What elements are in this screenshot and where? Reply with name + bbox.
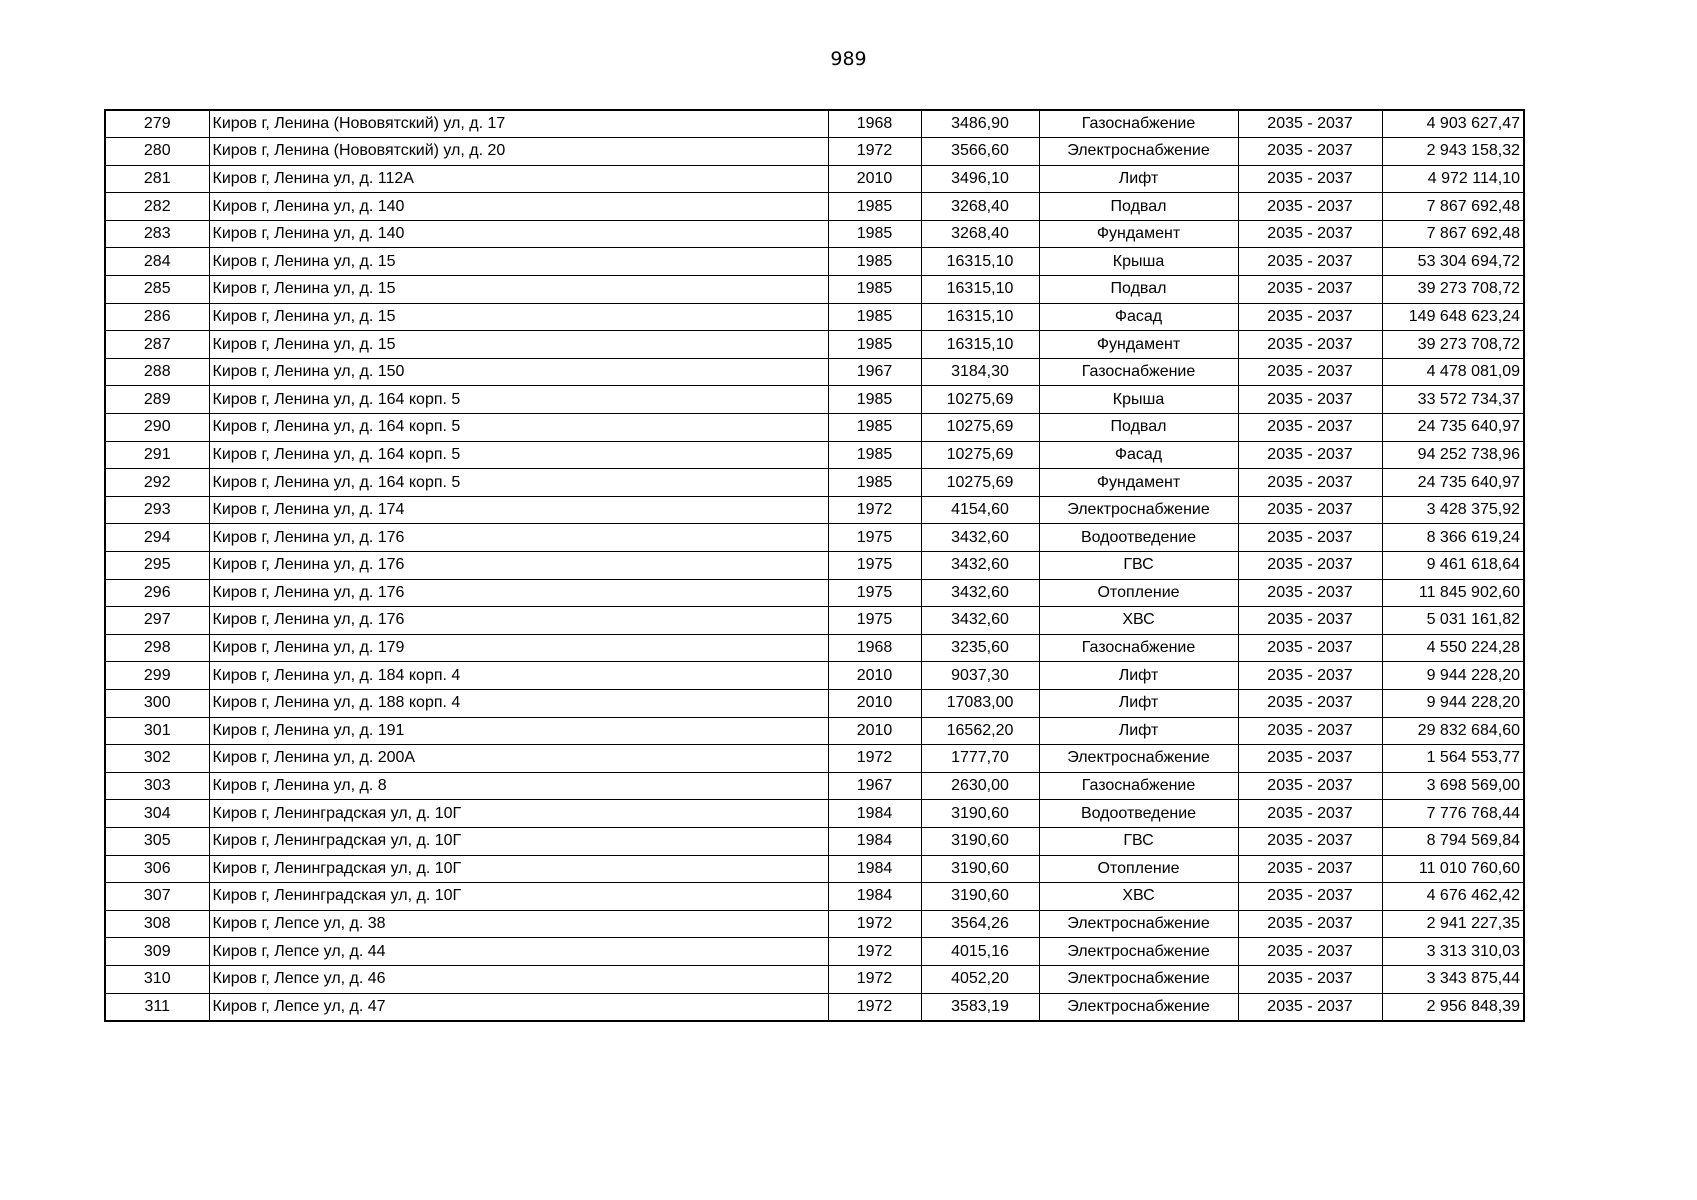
build-year-cell: 1985 <box>828 331 921 359</box>
period-cell: 2035 - 2037 <box>1238 965 1382 993</box>
row-number-cell: 301 <box>105 717 209 745</box>
work-type-cell: ГВС <box>1039 827 1238 855</box>
table-row <box>105 469 1524 497</box>
address-cell: Киров г, Ленина ул, д. 112А <box>209 165 828 193</box>
table-row <box>105 717 1524 745</box>
work-type-cell: Подвал <box>1039 414 1238 442</box>
period-cell: 2035 - 2037 <box>1238 552 1382 580</box>
table-row <box>105 524 1524 552</box>
cost-cell: 8 794 569,84 <box>1382 827 1524 855</box>
table-row <box>105 303 1524 331</box>
cost-cell: 9 944 228,20 <box>1382 662 1524 690</box>
table-row <box>105 965 1524 993</box>
address-cell: Киров г, Ленина ул, д. 191 <box>209 717 828 745</box>
area-cell: 3432,60 <box>921 579 1039 607</box>
build-year-cell: 1985 <box>828 469 921 497</box>
period-cell: 2035 - 2037 <box>1238 358 1382 386</box>
table-row <box>105 910 1524 938</box>
build-year-cell: 1967 <box>828 772 921 800</box>
work-type-cell: ХВС <box>1039 607 1238 635</box>
cost-cell: 9 944 228,20 <box>1382 689 1524 717</box>
period-cell: 2035 - 2037 <box>1238 331 1382 359</box>
build-year-cell: 1985 <box>828 276 921 304</box>
period-cell: 2035 - 2037 <box>1238 469 1382 497</box>
cost-cell: 7 867 692,48 <box>1382 220 1524 248</box>
build-year-cell: 1972 <box>828 910 921 938</box>
address-cell: Киров г, Ленинградская ул, д. 10Г <box>209 827 828 855</box>
work-type-cell: Электроснабжение <box>1039 910 1238 938</box>
address-cell: Киров г, Ленина ул, д. 15 <box>209 276 828 304</box>
table-row <box>105 414 1524 442</box>
work-type-cell: Лифт <box>1039 165 1238 193</box>
row-number-cell: 309 <box>105 938 209 966</box>
cost-cell: 29 832 684,60 <box>1382 717 1524 745</box>
period-cell: 2035 - 2037 <box>1238 110 1382 138</box>
table-row <box>105 855 1524 883</box>
area-cell: 16315,10 <box>921 276 1039 304</box>
work-type-cell: Электроснабжение <box>1039 938 1238 966</box>
period-cell: 2035 - 2037 <box>1238 524 1382 552</box>
row-number-cell: 304 <box>105 800 209 828</box>
period-cell: 2035 - 2037 <box>1238 441 1382 469</box>
period-cell: 2035 - 2037 <box>1238 193 1382 221</box>
build-year-cell: 1967 <box>828 358 921 386</box>
work-type-cell: Фундамент <box>1039 220 1238 248</box>
address-cell: Киров г, Ленинградская ул, д. 10Г <box>209 855 828 883</box>
cost-cell: 149 648 623,24 <box>1382 303 1524 331</box>
cost-cell: 39 273 708,72 <box>1382 331 1524 359</box>
work-type-cell: Фасад <box>1039 441 1238 469</box>
table-row <box>105 193 1524 221</box>
cost-cell: 4 478 081,09 <box>1382 358 1524 386</box>
work-type-cell: Фундамент <box>1039 331 1238 359</box>
period-cell: 2035 - 2037 <box>1238 165 1382 193</box>
table-row <box>105 772 1524 800</box>
build-year-cell: 1972 <box>828 138 921 166</box>
build-year-cell: 1984 <box>828 855 921 883</box>
address-cell: Киров г, Ленина ул, д. 176 <box>209 552 828 580</box>
cost-cell: 94 252 738,96 <box>1382 441 1524 469</box>
period-cell: 2035 - 2037 <box>1238 855 1382 883</box>
address-cell: Киров г, Ленина ул, д. 176 <box>209 579 828 607</box>
cost-cell: 4 550 224,28 <box>1382 634 1524 662</box>
cost-cell: 4 676 462,42 <box>1382 883 1524 911</box>
cost-cell: 2 943 158,32 <box>1382 138 1524 166</box>
address-cell: Киров г, Ленина ул, д. 15 <box>209 248 828 276</box>
work-type-cell: Электроснабжение <box>1039 138 1238 166</box>
build-year-cell: 2010 <box>828 662 921 690</box>
area-cell: 17083,00 <box>921 689 1039 717</box>
row-number-cell: 302 <box>105 745 209 773</box>
table-row <box>105 745 1524 773</box>
table-row <box>105 662 1524 690</box>
period-cell: 2035 - 2037 <box>1238 993 1382 1021</box>
cost-cell: 3 343 875,44 <box>1382 965 1524 993</box>
row-number-cell: 299 <box>105 662 209 690</box>
address-cell: Киров г, Ленина ул, д. 164 корп. 5 <box>209 441 828 469</box>
cost-cell: 2 956 848,39 <box>1382 993 1524 1021</box>
period-cell: 2035 - 2037 <box>1238 386 1382 414</box>
work-type-cell: Фасад <box>1039 303 1238 331</box>
work-type-cell: Отопление <box>1039 579 1238 607</box>
area-cell: 3268,40 <box>921 193 1039 221</box>
area-cell: 3235,60 <box>921 634 1039 662</box>
build-year-cell: 1985 <box>828 386 921 414</box>
table-row <box>105 248 1524 276</box>
work-type-cell: ХВС <box>1039 883 1238 911</box>
address-cell: Киров г, Лепсе ул, д. 47 <box>209 993 828 1021</box>
work-type-cell: Подвал <box>1039 276 1238 304</box>
area-cell: 10275,69 <box>921 414 1039 442</box>
build-year-cell: 1975 <box>828 552 921 580</box>
work-type-cell: ГВС <box>1039 552 1238 580</box>
address-cell: Киров г, Ленина ул, д. 150 <box>209 358 828 386</box>
address-cell: Киров г, Ленина ул, д. 140 <box>209 220 828 248</box>
cost-cell: 24 735 640,97 <box>1382 414 1524 442</box>
build-year-cell: 1972 <box>828 993 921 1021</box>
area-cell: 4052,20 <box>921 965 1039 993</box>
build-year-cell: 1972 <box>828 745 921 773</box>
period-cell: 2035 - 2037 <box>1238 717 1382 745</box>
cost-cell: 7 776 768,44 <box>1382 800 1524 828</box>
address-cell: Киров г, Лепсе ул, д. 44 <box>209 938 828 966</box>
build-year-cell: 1984 <box>828 827 921 855</box>
work-type-cell: Лифт <box>1039 689 1238 717</box>
period-cell: 2035 - 2037 <box>1238 883 1382 911</box>
period-cell: 2035 - 2037 <box>1238 689 1382 717</box>
row-number-cell: 310 <box>105 965 209 993</box>
address-cell: Киров г, Ленинградская ул, д. 10Г <box>209 883 828 911</box>
row-number-cell: 305 <box>105 827 209 855</box>
work-type-cell: Фундамент <box>1039 469 1238 497</box>
area-cell: 3190,60 <box>921 800 1039 828</box>
table-row <box>105 579 1524 607</box>
repair-schedule-table <box>104 109 1525 1022</box>
build-year-cell: 1985 <box>828 441 921 469</box>
address-cell: Киров г, Лепсе ул, д. 38 <box>209 910 828 938</box>
page-number: 989 <box>830 48 867 70</box>
area-cell: 3564,26 <box>921 910 1039 938</box>
cost-cell: 3 313 310,03 <box>1382 938 1524 966</box>
table-row <box>105 165 1524 193</box>
row-number-cell: 295 <box>105 552 209 580</box>
period-cell: 2035 - 2037 <box>1238 579 1382 607</box>
build-year-cell: 1975 <box>828 524 921 552</box>
area-cell: 16562,20 <box>921 717 1039 745</box>
work-type-cell: Электроснабжение <box>1039 745 1238 773</box>
row-number-cell: 281 <box>105 165 209 193</box>
build-year-cell: 1972 <box>828 965 921 993</box>
build-year-cell: 1968 <box>828 634 921 662</box>
work-type-cell: Водоотведение <box>1039 524 1238 552</box>
area-cell: 3432,60 <box>921 524 1039 552</box>
table-row <box>105 496 1524 524</box>
work-type-cell: Лифт <box>1039 717 1238 745</box>
work-type-cell: Газоснабжение <box>1039 110 1238 138</box>
period-cell: 2035 - 2037 <box>1238 634 1382 662</box>
area-cell: 2630,00 <box>921 772 1039 800</box>
build-year-cell: 2010 <box>828 165 921 193</box>
address-cell: Киров г, Ленина ул, д. 140 <box>209 193 828 221</box>
address-cell: Киров г, Ленина ул, д. 174 <box>209 496 828 524</box>
cost-cell: 4 903 627,47 <box>1382 110 1524 138</box>
row-number-cell: 284 <box>105 248 209 276</box>
build-year-cell: 1985 <box>828 220 921 248</box>
cost-cell: 11 845 902,60 <box>1382 579 1524 607</box>
row-number-cell: 294 <box>105 524 209 552</box>
area-cell: 4154,60 <box>921 496 1039 524</box>
area-cell: 3190,60 <box>921 855 1039 883</box>
work-type-cell: Лифт <box>1039 662 1238 690</box>
table-row <box>105 800 1524 828</box>
row-number-cell: 288 <box>105 358 209 386</box>
table-row <box>105 689 1524 717</box>
address-cell: Киров г, Ленина ул, д. 200А <box>209 745 828 773</box>
build-year-cell: 1984 <box>828 800 921 828</box>
area-cell: 10275,69 <box>921 386 1039 414</box>
row-number-cell: 290 <box>105 414 209 442</box>
row-number-cell: 307 <box>105 883 209 911</box>
area-cell: 3496,10 <box>921 165 1039 193</box>
row-number-cell: 280 <box>105 138 209 166</box>
work-type-cell: Крыша <box>1039 386 1238 414</box>
area-cell: 10275,69 <box>921 441 1039 469</box>
table-row <box>105 607 1524 635</box>
address-cell: Киров г, Ленина ул, д. 176 <box>209 607 828 635</box>
table-row <box>105 634 1524 662</box>
work-type-cell: Газоснабжение <box>1039 772 1238 800</box>
work-type-cell: Электроснабжение <box>1039 496 1238 524</box>
row-number-cell: 303 <box>105 772 209 800</box>
area-cell: 3432,60 <box>921 607 1039 635</box>
address-cell: Киров г, Ленина ул, д. 176 <box>209 524 828 552</box>
period-cell: 2035 - 2037 <box>1238 745 1382 773</box>
period-cell: 2035 - 2037 <box>1238 496 1382 524</box>
cost-cell: 1 564 553,77 <box>1382 745 1524 773</box>
row-number-cell: 283 <box>105 220 209 248</box>
address-cell: Киров г, Ленинградская ул, д. 10Г <box>209 800 828 828</box>
period-cell: 2035 - 2037 <box>1238 800 1382 828</box>
row-number-cell: 291 <box>105 441 209 469</box>
table-row <box>105 138 1524 166</box>
area-cell: 16315,10 <box>921 248 1039 276</box>
address-cell: Киров г, Ленина ул, д. 164 корп. 5 <box>209 414 828 442</box>
period-cell: 2035 - 2037 <box>1238 772 1382 800</box>
period-cell: 2035 - 2037 <box>1238 938 1382 966</box>
table-row <box>105 276 1524 304</box>
area-cell: 3566,60 <box>921 138 1039 166</box>
cost-cell: 9 461 618,64 <box>1382 552 1524 580</box>
area-cell: 16315,10 <box>921 331 1039 359</box>
cost-cell: 39 273 708,72 <box>1382 276 1524 304</box>
cost-cell: 3 698 569,00 <box>1382 772 1524 800</box>
period-cell: 2035 - 2037 <box>1238 827 1382 855</box>
area-cell: 16315,10 <box>921 303 1039 331</box>
build-year-cell: 1968 <box>828 110 921 138</box>
row-number-cell: 285 <box>105 276 209 304</box>
cost-cell: 7 867 692,48 <box>1382 193 1524 221</box>
table-row <box>105 883 1524 911</box>
build-year-cell: 1972 <box>828 938 921 966</box>
work-type-cell: Электроснабжение <box>1039 993 1238 1021</box>
build-year-cell: 1985 <box>828 248 921 276</box>
table-row <box>105 220 1524 248</box>
work-type-cell: Подвал <box>1039 193 1238 221</box>
row-number-cell: 311 <box>105 993 209 1021</box>
work-type-cell: Водоотведение <box>1039 800 1238 828</box>
period-cell: 2035 - 2037 <box>1238 662 1382 690</box>
cost-cell: 8 366 619,24 <box>1382 524 1524 552</box>
row-number-cell: 279 <box>105 110 209 138</box>
address-cell: Киров г, Ленина ул, д. 164 корп. 5 <box>209 386 828 414</box>
area-cell: 3268,40 <box>921 220 1039 248</box>
row-number-cell: 289 <box>105 386 209 414</box>
cost-cell: 33 572 734,37 <box>1382 386 1524 414</box>
address-cell: Киров г, Ленина ул, д. 15 <box>209 303 828 331</box>
table-body <box>105 110 1524 1021</box>
table-row <box>105 358 1524 386</box>
row-number-cell: 292 <box>105 469 209 497</box>
row-number-cell: 300 <box>105 689 209 717</box>
build-year-cell: 1972 <box>828 496 921 524</box>
cost-cell: 53 304 694,72 <box>1382 248 1524 276</box>
area-cell: 3190,60 <box>921 883 1039 911</box>
area-cell: 3583,19 <box>921 993 1039 1021</box>
row-number-cell: 297 <box>105 607 209 635</box>
area-cell: 3432,60 <box>921 552 1039 580</box>
period-cell: 2035 - 2037 <box>1238 607 1382 635</box>
table-row <box>105 827 1524 855</box>
row-number-cell: 286 <box>105 303 209 331</box>
cost-cell: 2 941 227,35 <box>1382 910 1524 938</box>
table-row <box>105 331 1524 359</box>
area-cell: 1777,70 <box>921 745 1039 773</box>
cost-cell: 11 010 760,60 <box>1382 855 1524 883</box>
area-cell: 4015,16 <box>921 938 1039 966</box>
cost-cell: 3 428 375,92 <box>1382 496 1524 524</box>
address-cell: Киров г, Ленина ул, д. 179 <box>209 634 828 662</box>
address-cell: Киров г, Ленина (Нововятский) ул, д. 20 <box>209 138 828 166</box>
work-type-cell: Крыша <box>1039 248 1238 276</box>
cost-cell: 4 972 114,10 <box>1382 165 1524 193</box>
table-row <box>105 386 1524 414</box>
period-cell: 2035 - 2037 <box>1238 248 1382 276</box>
table-row <box>105 552 1524 580</box>
address-cell: Киров г, Ленина ул, д. 184 корп. 4 <box>209 662 828 690</box>
table-row <box>105 938 1524 966</box>
build-year-cell: 1985 <box>828 193 921 221</box>
period-cell: 2035 - 2037 <box>1238 276 1382 304</box>
build-year-cell: 1984 <box>828 883 921 911</box>
cost-cell: 24 735 640,97 <box>1382 469 1524 497</box>
address-cell: Киров г, Ленина ул, д. 188 корп. 4 <box>209 689 828 717</box>
build-year-cell: 1985 <box>828 414 921 442</box>
address-cell: Киров г, Ленина ул, д. 15 <box>209 331 828 359</box>
address-cell: Киров г, Ленина ул, д. 164 корп. 5 <box>209 469 828 497</box>
table-row <box>105 110 1524 138</box>
row-number-cell: 287 <box>105 331 209 359</box>
address-cell: Киров г, Ленина ул, д. 8 <box>209 772 828 800</box>
period-cell: 2035 - 2037 <box>1238 220 1382 248</box>
work-type-cell: Отопление <box>1039 855 1238 883</box>
row-number-cell: 296 <box>105 579 209 607</box>
period-cell: 2035 - 2037 <box>1238 910 1382 938</box>
area-cell: 3184,30 <box>921 358 1039 386</box>
row-number-cell: 306 <box>105 855 209 883</box>
period-cell: 2035 - 2037 <box>1238 414 1382 442</box>
work-type-cell: Газоснабжение <box>1039 634 1238 662</box>
build-year-cell: 1985 <box>828 303 921 331</box>
area-cell: 3486,90 <box>921 110 1039 138</box>
address-cell: Киров г, Ленина (Нововятский) ул, д. 17 <box>209 110 828 138</box>
work-type-cell: Газоснабжение <box>1039 358 1238 386</box>
period-cell: 2035 - 2037 <box>1238 303 1382 331</box>
build-year-cell: 1975 <box>828 579 921 607</box>
area-cell: 3190,60 <box>921 827 1039 855</box>
table-row <box>105 993 1524 1021</box>
address-cell: Киров г, Лепсе ул, д. 46 <box>209 965 828 993</box>
row-number-cell: 298 <box>105 634 209 662</box>
row-number-cell: 282 <box>105 193 209 221</box>
build-year-cell: 2010 <box>828 717 921 745</box>
cost-cell: 5 031 161,82 <box>1382 607 1524 635</box>
area-cell: 9037,30 <box>921 662 1039 690</box>
table-row <box>105 441 1524 469</box>
area-cell: 10275,69 <box>921 469 1039 497</box>
period-cell: 2035 - 2037 <box>1238 138 1382 166</box>
row-number-cell: 293 <box>105 496 209 524</box>
build-year-cell: 2010 <box>828 689 921 717</box>
work-type-cell: Электроснабжение <box>1039 965 1238 993</box>
build-year-cell: 1975 <box>828 607 921 635</box>
row-number-cell: 308 <box>105 910 209 938</box>
